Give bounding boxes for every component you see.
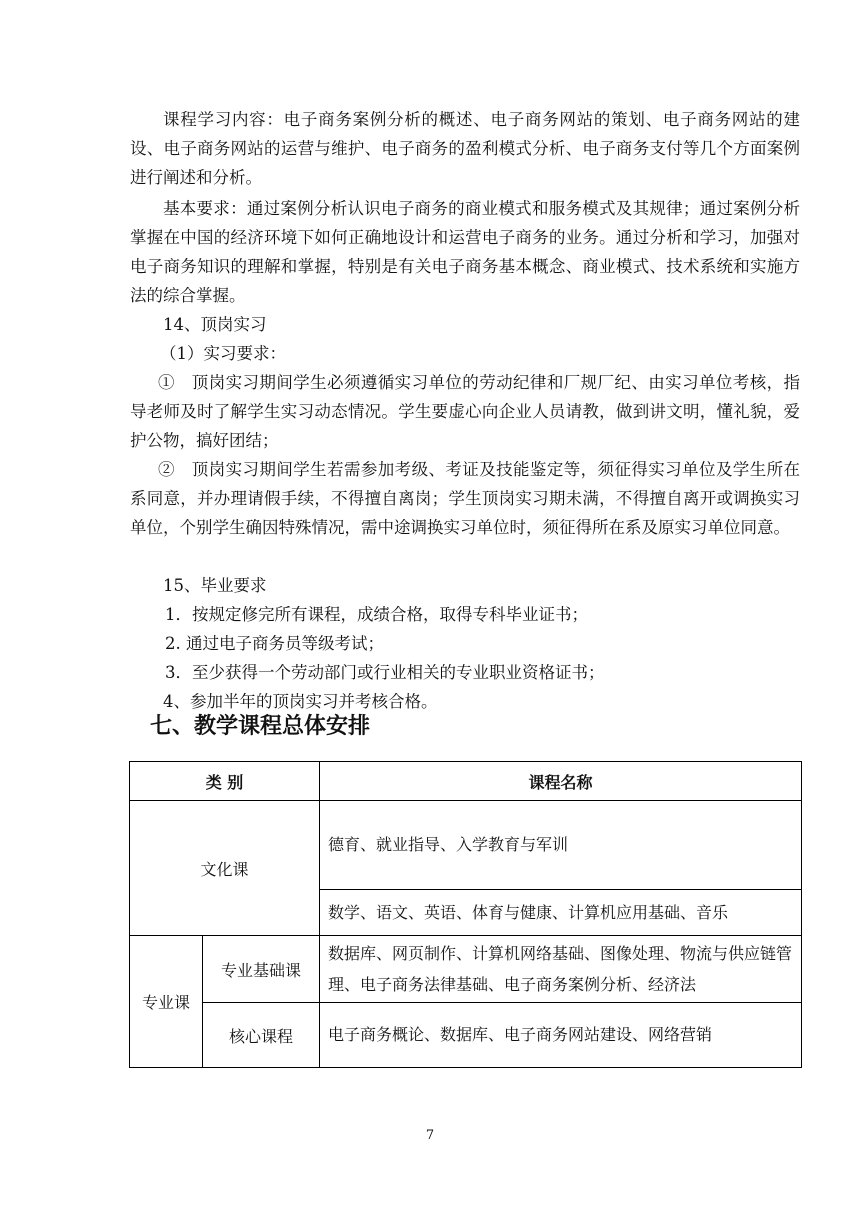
foundation-subcategory-cell: 专业基础课 <box>203 936 320 1003</box>
major-category-cell: 专业课 <box>130 936 203 1068</box>
header-course-name: 课程名称 <box>320 762 802 801</box>
section-heading: 七、教学课程总体安排 <box>150 714 371 739</box>
table-row <box>130 1003 802 1068</box>
table-header-row <box>130 762 802 801</box>
graduation-requirement-4: 4、参加半年的顶岗实习并考核合格。 <box>163 692 438 711</box>
page-number: 7 <box>425 1128 435 1143</box>
culture-category-cell: 文化课 <box>130 801 320 936</box>
graduation-requirement-1: 1．按规定修完所有课程，成绩合格，取得专科毕业证书； <box>165 605 588 624</box>
internship-requirement-2: ② 顶岗实习期间学生若需参加考级、考证及技能鉴定等，须征得实习单位及学生所在系同意，并办理请假手续，不得擅自离岗；学生顶岗实习期未满，不得擅自离开或调换实习单位，个别学生确因特殊情况，需中途调换实习单位时，须征得所在系及原实习单位同意。 <box>130 460 800 537</box>
foundation-courses-cell: 数据库、网页制作、计算机网络基础、图像处理、物流与供应链管理、电子商务法律基础、电子商务案例分析、经济法 <box>320 936 802 1003</box>
course-content-paragraph: 课程学习内容：电子商务案例分析的概述、电子商务网站的策划、电子商务网站的建设、电子商务网站的运营与维护、电子商务的盈利模式分析、电子商务支付等几个方面案例进行阐述和分析。 <box>130 110 800 187</box>
section-15-title: 15、毕业要求 <box>163 576 267 595</box>
table-row <box>130 936 802 1003</box>
table-row <box>130 801 802 890</box>
graduation-requirement-2: 2. 通过电子商务员等级考试； <box>165 634 384 653</box>
header-category: 类 别 <box>130 762 320 801</box>
section-14-title: 14、顶岗实习 <box>163 315 267 334</box>
culture-courses-cell: 德育、就业指导、入学教育与军训 <box>320 801 802 890</box>
core-courses-cell: 电子商务概论、数据库、电子商务网站建设、网络营销 <box>320 1003 802 1068</box>
culture-courses-cell: 数学、语文、英语、体育与健康、计算机应用基础、音乐 <box>320 890 802 936</box>
internship-requirement-1: ① 顶岗实习期间学生必须遵循实习单位的劳动纪律和厂规厂纪、由实习单位考核，指导老师及时了解学生实习动态情况。学生要虚心向企业人员请教，做到讲文明，懂礼貌，爱护公物，搞好团结； <box>130 373 800 450</box>
course-arrangement-table <box>129 761 802 1068</box>
internship-requirements-title: （1）实习要求： <box>160 344 286 363</box>
graduation-requirement-3: 3．至少获得一个劳动部门或行业相关的专业职业资格证书； <box>165 663 605 682</box>
basic-requirements-paragraph: 基本要求：通过案例分析认识电子商务的商业模式和服务模式及其规律；通过案例分析掌握在中国的经济环境下如何正确地设计和运营电子商务的业务。通过分析和学习，加强对电子商务知识的理解和掌握，特别是有关电子商务基本概念、商业模式、技术系统和实施方法的综合掌握。 <box>130 199 800 305</box>
core-subcategory-cell: 核心课程 <box>203 1003 320 1068</box>
